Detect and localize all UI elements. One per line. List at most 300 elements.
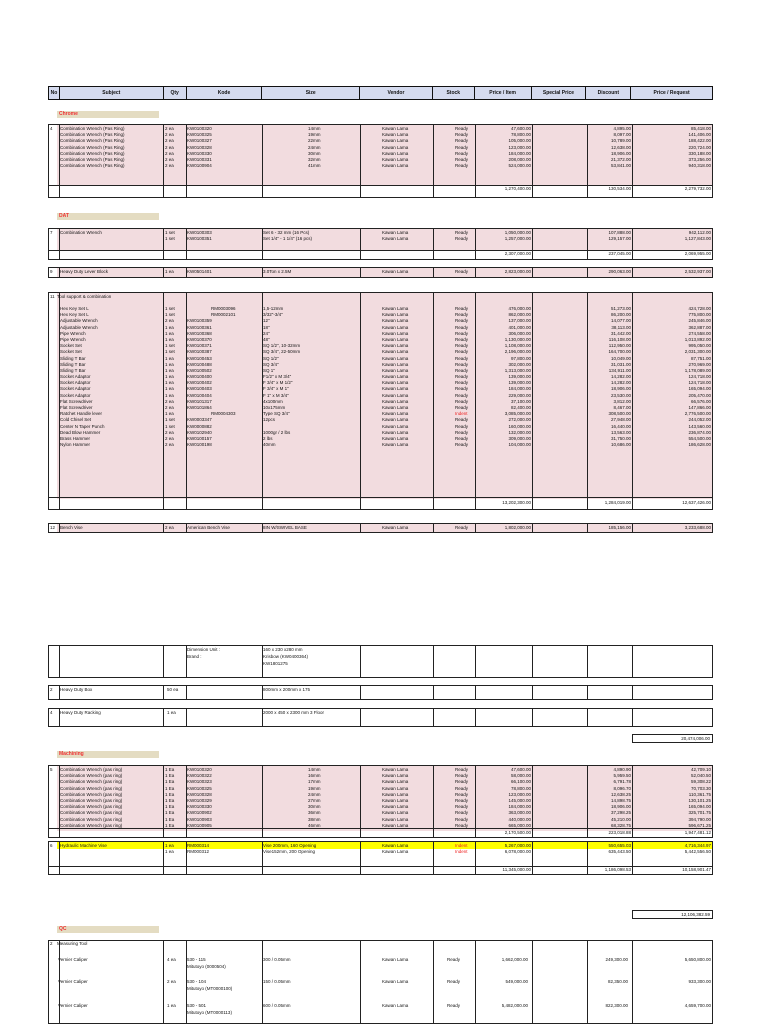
- row-kode: KW0100502: [187, 367, 212, 373]
- row-stock: Ready: [455, 230, 469, 235]
- row-price: 78,800.00: [510, 785, 531, 791]
- row-stock: Ready: [455, 374, 469, 380]
- row-request: 236,874.00: [688, 429, 711, 435]
- qc-row-brand: Mitutoyo (0000504): [187, 964, 226, 969]
- row-size: 24": [263, 330, 270, 336]
- row-subject: Bench Vise: [60, 525, 83, 530]
- group2-subject: Heavy Duty Box: [60, 687, 93, 692]
- row-qty: 1 ea: [165, 269, 174, 274]
- row-size: F 1" x M 3/4": [263, 392, 289, 398]
- row-subject: Socket Set: [60, 343, 82, 349]
- row-qty: 1 set: [165, 423, 175, 429]
- column-divider: [433, 645, 434, 678]
- row-qty: 1 ea: [165, 849, 174, 855]
- row-vendor: Kawan Lama: [382, 525, 409, 530]
- row-size: 30mm: [308, 150, 321, 156]
- row-size: 2 lbs: [263, 435, 273, 441]
- column-divider: [532, 708, 533, 727]
- row-discount: 27,948.00: [610, 417, 631, 423]
- row-kode: KW0100368: [187, 330, 212, 336]
- row-request: 85,418.00: [690, 126, 711, 131]
- row-kode: RM000312: [187, 849, 210, 855]
- row-qty: 2 ea: [165, 442, 174, 448]
- row-request: 394,790.00: [688, 816, 711, 822]
- row-price: 123,000.00: [508, 144, 531, 150]
- row-vendor: Kawan Lama: [382, 785, 409, 791]
- row-request: 4,716,344.97: [684, 843, 711, 848]
- row-request: 995,050.00: [688, 343, 711, 349]
- row-subject: Combination Wrench (pas ring): [60, 785, 123, 791]
- row-qty: 2 ea: [165, 156, 174, 162]
- row-subject: Sliding T Bar: [60, 361, 86, 367]
- row-size: 1,5-12mm: [263, 306, 284, 311]
- row-price: 306,000.00: [508, 330, 531, 336]
- row-subject: Sliding T Bar: [60, 367, 86, 373]
- column-divider: [360, 685, 361, 700]
- row-discount: 18,906.00: [610, 150, 631, 156]
- group4b-qty: 1 ea: [167, 710, 176, 715]
- row-size: 14mm: [308, 126, 321, 131]
- row-subject: Pipe Wrench: [60, 330, 86, 336]
- column-header: Size: [262, 87, 360, 99]
- row-subject: Flat Screwdriver: [60, 398, 93, 404]
- qc-row-brand: Mitutoyo (MT0000100): [187, 986, 233, 991]
- table-row: [48, 237, 713, 243]
- table-row: [48, 164, 713, 170]
- row-size: 16mm: [308, 773, 321, 779]
- row-qty: 2 ea: [165, 132, 174, 138]
- qc-row-vendor: Kawan Lama: [382, 1003, 409, 1008]
- row-price: 37,100.00: [510, 398, 531, 404]
- row-size: 30mm: [308, 804, 321, 810]
- row-price: 105,000.00: [508, 138, 531, 144]
- row-size: 12": [263, 318, 270, 324]
- row-price: 97,800.00: [510, 355, 531, 361]
- row-subject: Socket Adaptor: [60, 386, 91, 392]
- row-kode: KW0501401: [187, 269, 212, 274]
- row-discount: 112,950.00: [608, 343, 631, 349]
- row-stock: Ready: [455, 804, 469, 810]
- row-vendor: Kawan Lama: [382, 442, 409, 448]
- row-size: 36mm: [308, 810, 321, 816]
- row-subject: Combination Wrench (Pas Ring): [60, 126, 125, 131]
- row-stock: Ready: [455, 392, 469, 398]
- row-request: 942,112.00: [688, 230, 711, 235]
- row-vendor: Kawan Lama: [382, 324, 409, 330]
- row-price: 123,000.00: [508, 791, 531, 797]
- row-request: 59,308.22: [690, 779, 711, 785]
- row-size: 3.0Ton x 2.5M: [263, 269, 292, 274]
- qc-title: Measuring Tool: [57, 941, 88, 946]
- row-stock: Ready: [455, 236, 469, 242]
- row-stock: Ready: [455, 435, 469, 441]
- row-request: 2,776,500.00: [684, 411, 711, 417]
- qc-row-subject: Vernier Caliper: [58, 979, 88, 984]
- row-discount: 4,890.90: [613, 767, 631, 772]
- row-kode: RM0004303: [211, 411, 236, 417]
- row-kode: KW0100351: [187, 236, 212, 242]
- row-size: SQ 3/4": [263, 361, 279, 367]
- row-size: 10x175mm: [263, 405, 286, 410]
- row-discount: 86,200.00: [610, 312, 631, 318]
- section-label-machining: Machining: [57, 751, 159, 758]
- row-stock: Ready: [455, 405, 469, 410]
- row-no: 6: [50, 843, 53, 848]
- row-price: 47,600.00: [510, 767, 531, 772]
- row-size: 46mm: [308, 822, 321, 828]
- row-discount: 31,442.00: [610, 330, 631, 336]
- column-divider: [587, 685, 588, 700]
- row-vendor: Kawan Lama: [382, 230, 409, 235]
- row-discount: 6,791.78: [613, 779, 631, 785]
- row-discount: 14,282.00: [610, 374, 631, 380]
- column-divider: [163, 645, 164, 678]
- row-kode: KW0100904: [187, 163, 212, 169]
- row-size: 19mm: [308, 132, 321, 138]
- row-subject: Socket Set: [60, 349, 82, 355]
- row-discount: 550,655.03: [608, 843, 631, 848]
- row-request: 1,178,089.00: [684, 367, 711, 373]
- row-request: 186,628.00: [688, 442, 711, 448]
- row-request: 87,751.00: [690, 355, 711, 361]
- row-subject: Hex Key Set L: [60, 306, 89, 311]
- row-stock: Ready: [455, 330, 469, 336]
- row-kode: KW0100403: [187, 386, 212, 392]
- row-price: 47,600.00: [510, 126, 531, 131]
- row-vendor: Kawan Lama: [382, 156, 409, 162]
- row-subject: Combination Wrench (pas ring): [60, 804, 123, 810]
- row-discount: 14,282.00: [610, 380, 631, 386]
- row-request: 130,101.25: [688, 797, 711, 803]
- row-stock: Ready: [455, 343, 469, 349]
- row-qty: 1 set: [165, 417, 175, 423]
- column-divider: [163, 685, 164, 700]
- qc-row-discount: 822,300.00: [605, 1003, 628, 1008]
- group5-total-request: 1,947,481.12: [684, 830, 711, 835]
- qc-row-subject: Vernier Caliper: [58, 1003, 88, 1008]
- row-qty: 1 set: [165, 343, 175, 349]
- row-price: 132,000.00: [508, 429, 531, 435]
- row-request: 147,866.00: [688, 405, 711, 410]
- row-qty: 1 ea: [165, 374, 174, 380]
- row-discount: 134,911.00: [608, 367, 631, 373]
- row-size: 8IN W/SWIVEL BASE: [263, 525, 307, 530]
- row-size: F 3/4" x M 1": [263, 386, 289, 392]
- row-qty: 1 ea: [165, 361, 174, 367]
- group4b-size: 2000 x 450 x 2300 mm 3 Floor: [263, 710, 325, 715]
- section-label-qc: QC: [57, 926, 159, 933]
- row-subject: Adjustable Wrench: [60, 318, 98, 324]
- row-stock: Ready: [455, 398, 469, 404]
- row-price: 66,100.00: [510, 779, 531, 785]
- row-size: Type SQ 3/4": [263, 411, 290, 417]
- row-kode: KW0100905: [187, 822, 212, 828]
- row-subject: Heavy Duty Lever Block: [60, 269, 109, 274]
- row-discount: 10,789.00: [610, 138, 631, 144]
- row-subject: Nylon Hammer: [60, 442, 91, 448]
- group5-rows: [48, 768, 713, 830]
- column-divider: [475, 940, 476, 1024]
- row-stock: Ready: [455, 810, 469, 816]
- row-kode: KW0101864: [187, 405, 212, 410]
- group4-total-price: 1,270,400.00: [504, 186, 531, 191]
- row-subject: Hex Key Set L: [60, 312, 89, 318]
- group4-total-request: 2,279,732.00: [684, 186, 711, 191]
- subtotal2-box: [632, 910, 713, 919]
- row-kode: RM000314: [187, 843, 210, 848]
- row-no: 4: [50, 126, 53, 131]
- row-request: 52,040.50: [690, 773, 711, 779]
- row-size: 48": [263, 336, 270, 342]
- row-stock: Ready: [455, 355, 469, 361]
- group9-rows: [48, 270, 713, 276]
- qc-row-stock: Ready: [447, 979, 461, 984]
- column-divider: [163, 708, 164, 727]
- row-vendor: Kawan Lama: [382, 804, 409, 810]
- row-request: 165,094.00: [688, 386, 711, 392]
- row-vendor: Kawan Lama: [382, 405, 409, 410]
- row-kode: KW0100371: [187, 343, 212, 349]
- subtotal1-box: [632, 734, 713, 743]
- toolbox-size: 160 x 230 x280 mm: [263, 647, 303, 652]
- row-price: 160,000.00: [508, 423, 531, 429]
- row-discount: 8,467.00: [613, 405, 631, 410]
- row-kode: KW0100322: [187, 773, 212, 779]
- row-vendor: Kawan Lama: [382, 367, 409, 373]
- row-kode: KW0100320: [187, 767, 212, 772]
- row-price: 184,000.00: [508, 804, 531, 810]
- row-qty: 1 Ea: [165, 785, 175, 791]
- row-vendor: Kawan Lama: [382, 318, 409, 324]
- row-size: 18": [263, 324, 270, 330]
- row-no: 5: [50, 767, 53, 772]
- row-discount: 13,563.00: [610, 429, 631, 435]
- group11-rows: [48, 307, 713, 449]
- row-price: 2,823,000.00: [504, 269, 531, 274]
- qc-row-vendor: Kawan Lama: [382, 979, 409, 984]
- row-subject: Brass Hammer: [60, 435, 91, 441]
- column-header: Kode: [187, 87, 263, 99]
- row-vendor: Kawan Lama: [382, 361, 409, 367]
- column-divider: [475, 708, 476, 727]
- row-price: 1,802,000.00: [504, 525, 531, 530]
- row-vendor: Kawan Lama: [382, 349, 409, 355]
- row-request: 141,406.00: [688, 132, 711, 138]
- row-qty: 1 Ea: [165, 810, 175, 816]
- column-header: Subject: [60, 87, 164, 99]
- row-stock: Ready: [455, 138, 469, 144]
- qc-row-request: 933,300.00: [688, 979, 711, 984]
- row-price: 363,000.00: [508, 810, 531, 816]
- row-subject: Sliding T Bar: [60, 355, 86, 361]
- row-subject: Ratchet Handle lever: [60, 411, 103, 417]
- row-vendor: Kawan Lama: [382, 767, 409, 772]
- row-qty: 1 set: [165, 230, 175, 235]
- row-kode: RM0003096: [211, 306, 236, 311]
- row-discount: 16,440.00: [610, 423, 631, 429]
- row-size: 27mm: [308, 797, 321, 803]
- row-stock: Ready: [455, 779, 469, 785]
- row-size: SQ 1/2", 10-32mm: [263, 343, 301, 349]
- row-price: 104,000.00: [508, 442, 531, 448]
- row-price: 476,000.00: [508, 306, 531, 311]
- row-size: 22mm: [308, 138, 321, 144]
- row-price: 139,000.00: [508, 380, 531, 386]
- row-request: 596,671.25: [688, 822, 711, 828]
- row-kode: American Bench Vise: [187, 525, 230, 530]
- row-qty: 2 ea: [165, 318, 174, 324]
- row-subject: Socket Adaptor: [60, 380, 91, 386]
- row-size: 24mm: [308, 144, 321, 150]
- row-qty: 2 ea: [165, 435, 174, 441]
- group2-qty: 50 ea: [167, 687, 179, 692]
- qc-row-stock: Ready: [447, 1003, 461, 1008]
- row-stock: Ready: [455, 361, 469, 367]
- row-stock: Ready: [455, 349, 469, 355]
- row-subject: Socket Adaptor: [60, 392, 91, 398]
- column-divider: [360, 645, 361, 678]
- row-request: 205,470.00: [688, 392, 711, 398]
- row-request: 554,500.00: [688, 435, 711, 441]
- row-request: 274,558.00: [688, 330, 711, 336]
- row-qty: 2 ea: [165, 138, 174, 144]
- row-size: 19mm: [308, 785, 321, 791]
- qc-row-kode: 530 - 501: [187, 1003, 207, 1008]
- row-vendor: Kawan Lama: [382, 312, 409, 318]
- column-divider: [587, 940, 588, 1024]
- row-price: 208,000.00: [508, 156, 531, 162]
- row-price: 137,000.00: [508, 318, 531, 324]
- row-subject: Combination Wrench (pas ring): [60, 779, 123, 785]
- row-stock: Ready: [455, 324, 469, 330]
- row-request: 2,532,937.00: [684, 269, 711, 274]
- group5-total-price: 2,170,500.00: [504, 830, 531, 835]
- row-qty: 2 ea: [165, 144, 174, 150]
- row-discount: 31,750.00: [610, 435, 631, 441]
- row-vendor: Kawan Lama: [382, 791, 409, 797]
- row-price: 78,800.00: [510, 132, 531, 138]
- row-subject: Combination Wrench (pas ring): [60, 791, 123, 797]
- row-stock: Ready: [455, 132, 469, 138]
- row-price: 3,085,000.00: [504, 411, 531, 417]
- column-header: Discount: [586, 87, 631, 99]
- group7-rows: [48, 231, 713, 243]
- row-discount: 53,841.00: [610, 163, 631, 169]
- row-vendor: Kawan Lama: [382, 849, 409, 855]
- row-discount: 8,096.70: [613, 785, 631, 791]
- qc-row-size: 150 / 0.05mm: [263, 979, 291, 984]
- section-label-dat: DAT: [57, 213, 159, 220]
- row-size: 12pcs: [263, 417, 276, 423]
- toolbox-brand: Krisbow (KW0400364): [263, 654, 309, 659]
- row-vendor: Kawan Lama: [382, 810, 409, 816]
- row-kode: KW0000882: [187, 423, 212, 429]
- row-subject: Combination Wrench (pas ring): [60, 773, 123, 779]
- row-discount: 5,959.50: [613, 773, 631, 779]
- row-stock: Ready: [455, 773, 469, 779]
- row-vendor: Kawan Lama: [382, 779, 409, 785]
- row-size: 41mm: [308, 163, 321, 169]
- row-vendor: Kawan Lama: [382, 429, 409, 435]
- column-divider: [475, 685, 476, 700]
- subtotal1-value: 20,474,006.00: [681, 736, 710, 741]
- row-price: 5,267,000.00: [504, 843, 531, 848]
- table-row: [48, 270, 713, 276]
- row-discount: 164,700.00: [608, 349, 631, 355]
- group2-no: 2: [50, 687, 53, 692]
- group6-total-discount: 1,186,098.53: [604, 867, 631, 872]
- row-kode: KW0100328: [187, 144, 212, 150]
- row-subject: Combination Wrench (pas ring): [60, 797, 123, 803]
- qc-row-kode: 530 - 115: [187, 957, 206, 962]
- row-size: 14mm: [308, 767, 321, 772]
- row-subject: Socket Adaptor: [60, 374, 91, 380]
- qc-row-request: 4,659,700.00: [684, 1003, 711, 1008]
- row-qty: 1 Ea: [165, 767, 175, 772]
- column-divider: [163, 940, 164, 1024]
- column-header: No: [49, 87, 60, 99]
- column-divider: [532, 685, 533, 700]
- row-subject: Combination Wrench (pas ring): [60, 810, 123, 816]
- row-vendor: Kawan Lama: [382, 773, 409, 779]
- column-divider: [360, 708, 361, 727]
- group4b-no: 4: [50, 710, 53, 715]
- row-size: 32mm: [308, 156, 321, 162]
- row-request: 165,094.00: [688, 804, 711, 810]
- row-request: 143,560.00: [688, 423, 711, 429]
- row-size: 1000gr / 2 lbs: [263, 429, 291, 435]
- row-kode: KW0100359: [187, 318, 212, 324]
- row-vendor: Kawan Lama: [382, 138, 409, 144]
- row-subject: Hydraulic Machine Vise: [60, 843, 107, 848]
- row-price: 2,196,000.00: [504, 349, 531, 355]
- qc-row-discount: 82,350.00: [607, 979, 628, 984]
- row-subject: Dead Blow Hammer: [60, 429, 101, 435]
- group6-rows: [48, 844, 713, 856]
- row-discount: 14,077.00: [610, 318, 631, 324]
- row-kode: KW0100488: [187, 361, 212, 367]
- column-divider: [587, 708, 588, 727]
- row-stock: Ready: [455, 386, 469, 392]
- row-stock: Ready: [455, 767, 469, 772]
- row-qty: 1 Ea: [165, 797, 175, 803]
- row-qty: 2 ea: [165, 398, 174, 404]
- row-price: 229,000.00: [508, 392, 531, 398]
- group11-total-request: 12,637,426.00: [682, 500, 711, 505]
- group5-total-discount: 223,018.88: [608, 830, 631, 835]
- column-divider: [632, 685, 633, 700]
- row-subject: Pipe Wrench: [60, 336, 86, 342]
- qc-row-kode: 530 - 104: [187, 979, 207, 984]
- row-vendor: Kawan Lama: [382, 380, 409, 386]
- row-qty: 1 ea: [165, 843, 174, 848]
- row-qty: 1 Ea: [165, 773, 175, 779]
- row-request: 5,442,556.50: [684, 849, 711, 855]
- row-size: Set 1/4" - 1 1/4" (16 pcs): [263, 236, 312, 242]
- row-price: 6,078,000.00: [504, 849, 531, 855]
- row-vendor: Kawan Lama: [382, 822, 409, 828]
- row-price: 862,000.00: [508, 312, 531, 318]
- row-discount: 68,328.75: [610, 822, 631, 828]
- row-discount: 51,273.00: [610, 306, 631, 311]
- row-stock: Ready: [455, 417, 469, 423]
- row-price: 302,000.00: [508, 361, 531, 367]
- row-discount: 12,638.25: [610, 791, 631, 797]
- row-subject: Combination Wrench (Pas Ring): [60, 144, 125, 150]
- row-no: 7: [50, 230, 53, 235]
- table-row: [48, 443, 713, 449]
- row-kode: KW0100361: [187, 324, 212, 330]
